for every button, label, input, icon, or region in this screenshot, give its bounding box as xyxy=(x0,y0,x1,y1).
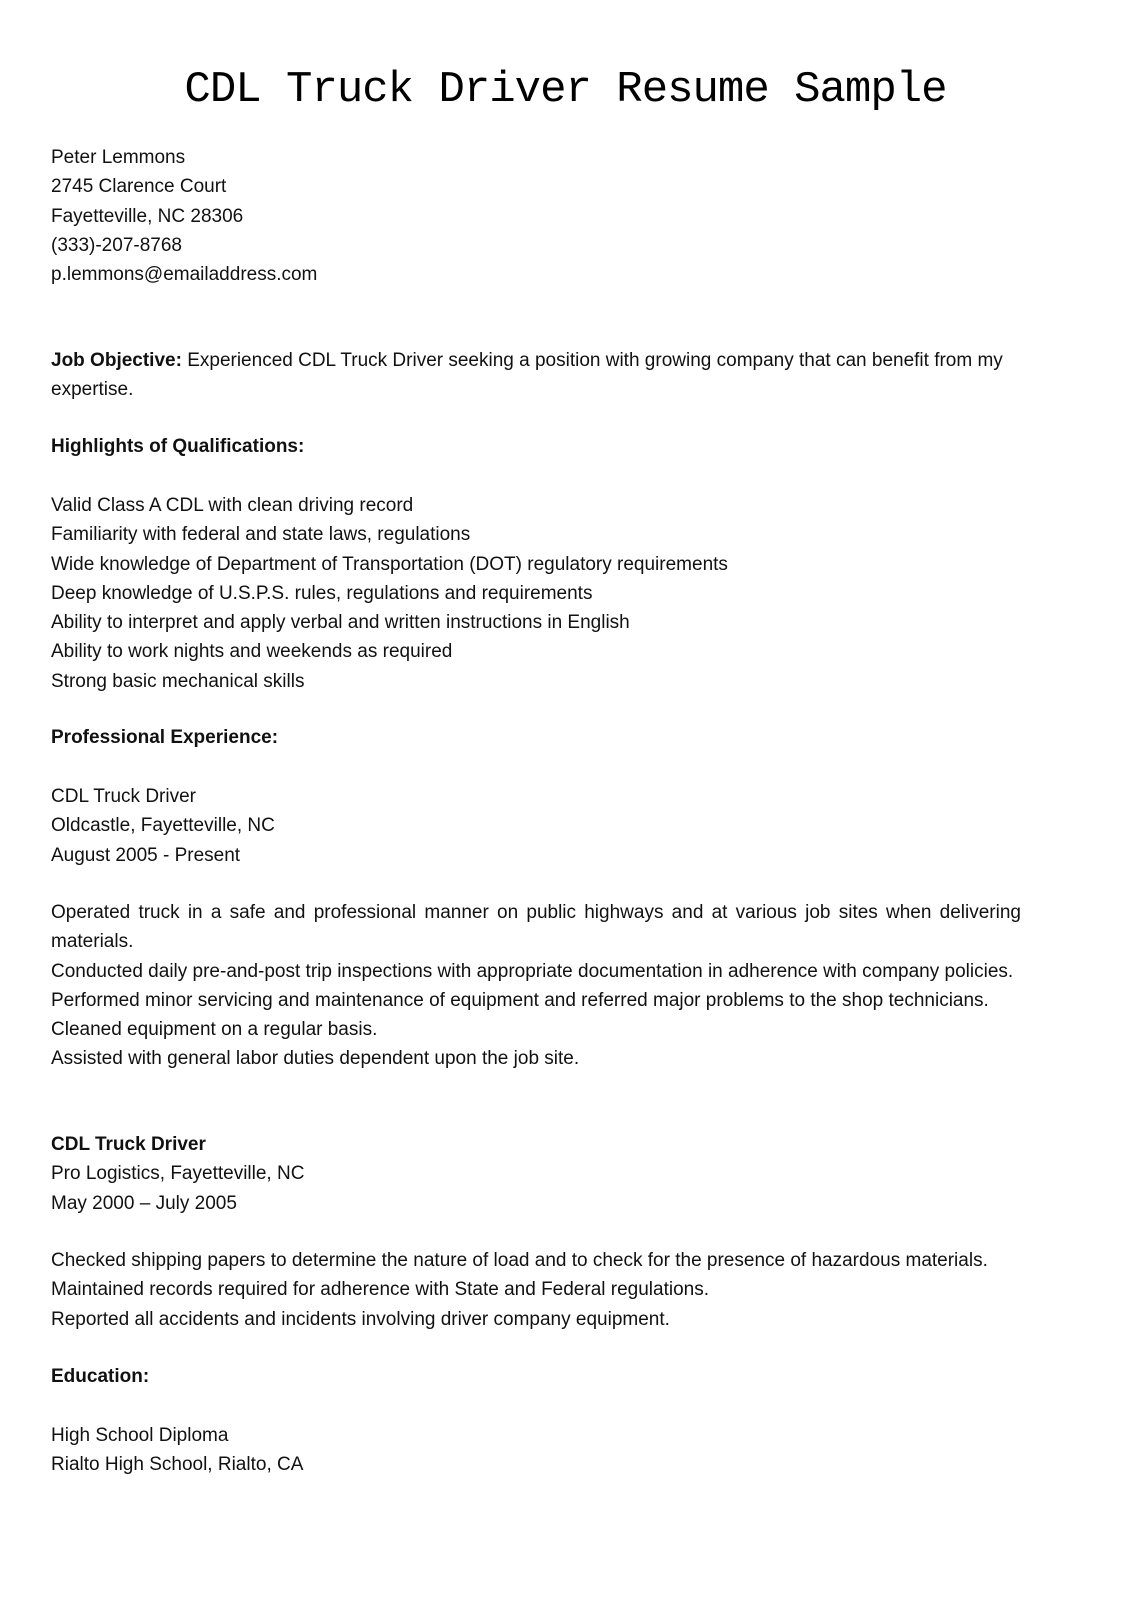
qualifications-heading: Highlights of Qualifications: xyxy=(51,436,305,457)
qualifications-heading-block xyxy=(51,432,1051,461)
job-duty: Reported all accidents and incidents involving driver company equipment. xyxy=(51,1308,670,1330)
objective-paragraph xyxy=(51,346,1026,405)
job-company: Oldcastle, Fayetteville, NC xyxy=(51,815,275,837)
job-duty: Checked shipping papers to determine the nature of load and to check for the presence of hazardous materials. xyxy=(51,1250,988,1271)
objective-text: Experienced CDL Truck Driver seeking a position with growing company that can benefit from my expertise. xyxy=(51,350,1003,401)
contact-block xyxy=(51,143,1051,289)
job-duty: Conducted daily pre-and-post trip inspections with appropriate documentation in adherence with company policies. xyxy=(51,960,1014,982)
document-title: CDL Truck Driver Resume Sample xyxy=(184,65,947,115)
objective-label: Job Objective: xyxy=(51,350,182,371)
list-item: Familiarity with federal and state laws, regulations xyxy=(51,524,471,546)
objective-block xyxy=(51,346,1026,405)
list-item: Wide knowledge of Department of Transportation (DOT) regulatory requirements xyxy=(51,553,728,575)
job-dates: May 2000 – July 2005 xyxy=(51,1192,237,1214)
job-dates: August 2005 - Present xyxy=(51,844,241,866)
qualifications-list xyxy=(51,491,1051,696)
job-duty: Performed minor servicing and maintenance of equipment and referred major problems to the shop technicians. xyxy=(51,989,989,1011)
list-item: Ability to interpret and apply verbal and written instructions in English xyxy=(51,612,630,634)
contact-phone: (333)-207-8768 xyxy=(51,234,182,256)
education-block xyxy=(51,1421,1051,1480)
job-title: CDL Truck Driver xyxy=(51,1134,206,1155)
contact-city: Fayetteville, NC 28306 xyxy=(51,205,244,227)
education-school: Rialto High School, Rialto, CA xyxy=(51,1454,304,1476)
job-duty: Assisted with general labor duties dependent upon the job site. xyxy=(51,1048,580,1070)
contact-street: 2745 Clarence Court xyxy=(51,176,227,198)
experience-heading: Professional Experience: xyxy=(51,727,279,748)
job-duty: Operated truck in a safe and professional manner on public highways and at various job sites when delivering materials. xyxy=(51,902,1021,953)
job-title: CDL Truck Driver xyxy=(51,786,196,807)
list-item: Valid Class A CDL with clean driving record xyxy=(51,495,414,516)
list-item: Deep knowledge of U.S.P.S. rules, regulations and requirements xyxy=(51,582,593,604)
education-heading: Education: xyxy=(51,1366,150,1387)
job-1-duties xyxy=(51,898,1021,1074)
contact-email: p.lemmons@emailaddress.com xyxy=(51,264,318,286)
job-2-duties xyxy=(51,1246,1026,1334)
job-duty: Maintained records required for adherence with State and Federal regulations. xyxy=(51,1279,709,1301)
list-item: Strong basic mechanical skills xyxy=(51,670,305,692)
list-item: Ability to work nights and weekends as required xyxy=(51,641,453,663)
job-1-header xyxy=(51,782,1051,870)
job-duty: Cleaned equipment on a regular basis. xyxy=(51,1019,378,1041)
education-degree: High School Diploma xyxy=(51,1425,229,1446)
education-heading-block xyxy=(51,1362,1051,1391)
experience-heading-block xyxy=(51,723,1051,752)
job-company: Pro Logistics, Fayetteville, NC xyxy=(51,1163,305,1185)
job-2-header xyxy=(51,1130,1051,1218)
contact-name: Peter Lemmons xyxy=(51,147,186,168)
